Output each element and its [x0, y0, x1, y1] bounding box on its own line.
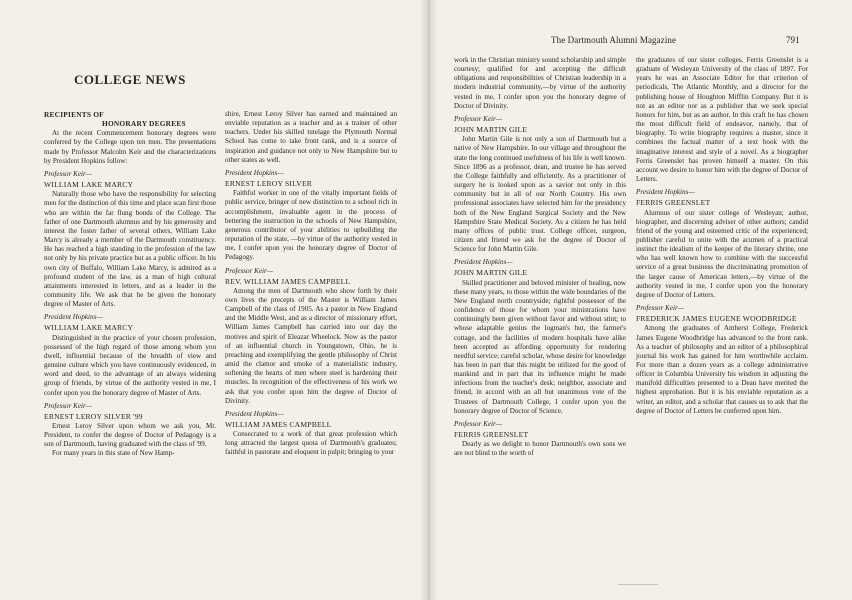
citation-paragraph: Alumnus of our sister college of Wesleyan; author, biographer, and discerning adviser of other authors; candid friend of the young and esteemed critic of the experienced; publisher careful to unite with the acumen of a practical instinct the idealism of the keeper of the literary shrine, one who has well known how to combine with the successful service of a great business the discriminating promotion of the larger cause of American letters,—by virtue of the authority vested in me, I confer upon you the honorary degree of Doctor of Letters.: [636, 208, 808, 299]
citation-paragraph: Consecrated to a work of that great profession which long attracted the largest quota of Dartmouth's graduates; faithful in pastorate and eloquent in pulpit; bringing to your: [225, 430, 397, 457]
section-heading-line2: HONORARY DEGREES: [102, 119, 186, 129]
recipient-name: ERNEST LEROY SILVER '99: [44, 411, 143, 421]
citation-paragraph: Skilled practitioner and beloved minister of healing, now these many years, to those within the wide boundaries of the New England north countryside; rightful possessor of the confidence of those for whom your ministrations have continuingly been given without favor and without stint; to whose adaptable genius the logman's hut, the farmer's cottage, and the facilities of modern hospitals have alike been accepted as affording opportunity for rendering needful service; careful scholar, whose desire for knowledge has been in part that this might be utilized for the good of mankind and in part that its influence might be made infectious from the teacher's desk; neighbor, associate and friend, in accord with an all but unanimous vote of the Trustees of Dartmouth College, I confer upon you the honorary degree of Doctor of Science.: [454, 278, 626, 415]
recipient-name: WILLIAM LAKE MARCY: [44, 323, 134, 333]
presentation-paragraph: shire, Ernest Leroy Silver has earned and maintained an enviable reputation as a teacher and as a trainer of other teachers. Under his skilled tutelage the Plymouth Normal School has come to take front rank, and is a source of inspiration and guidance not only to New Hampshire but to other states as well.: [225, 110, 397, 164]
presentation-paragraph: John Martin Gile is not only a son of Dartmouth but a native of New Hampshire. In our village and throughout the state the long continued usefulness of his life is well known. Since 1896 as a professor, dean, and trustee he has served the College faithfully and efficiently. As a practitioner of surgery he is looked upon as a savior not only in this community but in all of our North Country. His own professional associates have selected him for the presidency both of the New England Surgical Society and the New Hampshire State Medical Society. As a citizen he has held many offices of public trust. College officer, surgeon, citizen and friend we ask for the degree of Doctor of Science for John Martin Gile.: [454, 135, 626, 254]
presentation-paragraph: the graduates of our sister colleges. Ferris Greenslet is a graduate of Wesleyan University of the class of 1897. For years he was an Associate Editor for that criterion of periodicals, The Atlantic Monthly, and a director for the publishing house of Houghton Mifflin Company. But it is not as an editor nor as a publisher that we seek special honors for him, but as an author. In this craft he has chosen the most difficult field of endeavor, namely, that of biography. To write biography requires a master, since it combines the factual matter of a text book with the imaginative interest and style of a novel. As a biographer Ferris Greenslet has proven himself a master. On this account we desire to honor him with the degree of Doctor of Letters.: [636, 56, 808, 184]
presenter-label: President Hopkins—: [636, 188, 695, 197]
presenter-label: Professor Keir—: [454, 419, 503, 428]
presenter-label: President Hopkins—: [44, 313, 103, 322]
presenter-label: President Hopkins—: [225, 168, 284, 177]
presenter-label: Professor Keir—: [44, 169, 93, 178]
presentation-paragraph: Naturally those who have the responsibility for selecting men for the distinction of this time and place scan first those who are within the far flung bonds of the College. The father of one Dartmouth alumnus and by his generosity and interest the foster father of several others, William Lake Marcy is already a member of the Dartmouth constituency. He has reached a high standing in the profession of the law not only by his private practice but as a public officer. In his own city of Buffalo, William Lake Marcy, is admired as a profound student of the law, as a man of high cultural attainments interested in letters, and as a leader in the community life. We ask that he be given the honorary degree of Master of Arts.: [44, 190, 216, 309]
presentation-paragraph: Among the graduates of Amherst College, Frederick James Eugene Woodbridge has advanced to the front rank. As a teacher of philosophy and an editor of a philosophical journal his work has gained for him worthwhile acclaim. For more than a dozen years as a college administrative officer in Columbia University his wisdom in adjusting the manifold difficulties presented to a Dean have merited the highest approbation. But it is his enviable reputation as a writer, an editor, and a scholar that causes us to ask that the degree of Doctor of Letters be conferred upon him.: [636, 324, 808, 415]
citation-paragraph: work in the Christian ministry sound scholarship and simple courtesy; qualified for and accepting the difficult obligations and responsibilities of Christian leadership in a modern industrial community,—by virtue of the authority vested in me, I confer upon you the honorary degree of Doctor of Divinity.: [454, 56, 626, 110]
recipient-name: REV. WILLIAM JAMES CAMPBELL: [225, 276, 351, 286]
recipient-name: JOHN MARTIN GILE: [454, 268, 528, 278]
recipient-name: FREDERICK JAMES EUGENE WOODBRIDGE: [636, 314, 797, 324]
presenter-label: Professor Keir—: [454, 114, 503, 123]
page-title: COLLEGE NEWS: [74, 72, 186, 87]
presenter-label: President Hopkins—: [225, 409, 284, 418]
column-4: [636, 56, 808, 416]
presenter-label: President Hopkins—: [454, 258, 513, 267]
column-3: [454, 56, 626, 459]
page-number: 791: [786, 35, 800, 45]
presentation-paragraph: Among the men of Dartmouth who show forth by their own lives the precepts of the Master is William James Campbell of the class of 1905. As a pastor in New England and the Middle West, and as a director of missionary effort, William James Campbell has carried into our day the motives and spirit of Eleazar Wheelock. Now as the pastor of an influential church in Youngstown, Ohio, he is preaching and exemplifying the gentle philosophy of Christ amid the clamor and smoke of a materialistic industry, softening the hearts of men where steel is hardening their muscles. In recognition of the effectiveness of his work we ask that you confer upon him the degree of Doctor of Divinity.: [225, 286, 397, 405]
section-heading: [44, 110, 216, 128]
decorative-rule: [618, 584, 658, 585]
presentation-paragraph: Dearly as we delight to honor Dartmouth's own sons we are not blind to the worth of: [454, 440, 626, 458]
column-2: [225, 110, 397, 458]
intro-paragraph: At the recent Commencement honorary degrees were conferred by the College upon ten men. The presentations made by Professor Malcolm Keir and the characterizations by President Hopkins follow:: [44, 129, 216, 165]
presenter-label: Professor Keir—: [225, 266, 274, 275]
recipient-name: WILLIAM LAKE MARCY: [44, 180, 134, 190]
presenter-label: Professor Keir—: [44, 401, 93, 410]
recipient-name: WILLIAM JAMES CAMPBELL: [225, 420, 332, 429]
column-1: [44, 110, 216, 459]
presentation-paragraph: Ernest Leroy Silver upon whom we ask you, Mr. President, to confer the degree of Doctor of Pedagogy is a son of Dartmouth, having graduated with the class of '99.: [44, 422, 216, 449]
recipient-name: FERRIS GREENSLET: [636, 198, 711, 208]
presenter-label: Professor Keir—: [636, 304, 685, 313]
citation-paragraph: Distinguished in the practice of your chosen profession, possessed of the high regard of those among whom you dwell, influential because of the breadth of view and genuine culture which you have continuously evidenced, in word and deed, to the advantage of an always widening group of friends, by virtue of the authority vested in me, I confer upon you the honorary degree of Master of Arts.: [44, 333, 216, 397]
right-page: [428, 0, 852, 600]
recipient-name: ERNEST LEROY SILVER: [225, 179, 313, 189]
citation-paragraph: Faithful worker in one of the vitally important fields of public service, bringer of new distinction to a school rich in accomplishment, invaluable agent in the process of bettering the instruction in the schools of New Hampshire, generous contributor of your abilities to upbuilding the reputation of the state, —by virtue of the authority vested in me, I confer upon you the honorary degree of Doctor of Pedagogy.: [225, 189, 397, 262]
recipient-name: FERRIS GREENSLET: [454, 430, 529, 440]
section-heading-line1: RECIPIENTS OF: [44, 110, 104, 119]
running-head: The Dartmouth Alumni Magazine: [551, 35, 677, 45]
presentation-paragraph: For many years in this state of New Hamp-: [52, 449, 175, 458]
recipient-name: JOHN MARTIN GILE: [454, 125, 528, 135]
